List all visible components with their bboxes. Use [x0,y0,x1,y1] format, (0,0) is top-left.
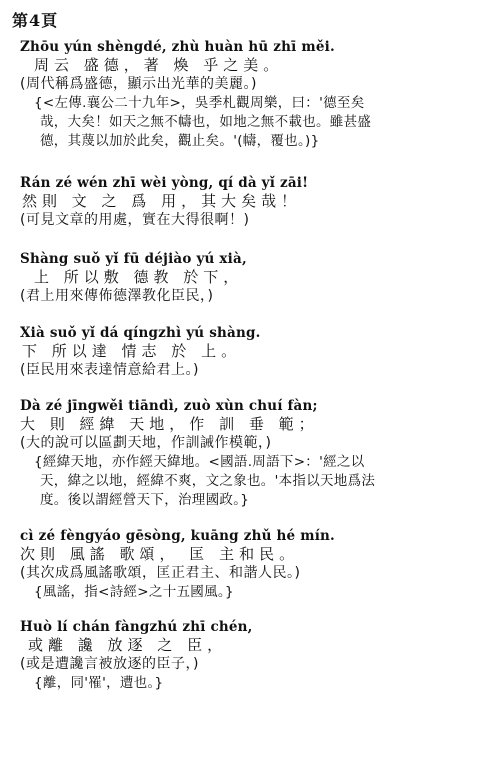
annotation-note [20,453,488,510]
annotation-note [20,583,488,602]
note-line: 哉，大矣！如天之無不幬也，如地之無不載也。雖甚盛 [40,114,372,130]
translation-line: (周代稱爲盛德，顯示出光華的美麗。) [20,76,257,92]
note-line: {風謠，指<詩經>之十五國風。} [34,584,234,600]
verse-section [20,38,490,151]
verse-section [20,324,490,380]
pinyin-line: cì zé fèngyáo gēsòng, kuāng zhǔ hé mín. [20,528,335,544]
pinyin-line: Dà zé jīngwěi tiāndì, zuò xùn chuí fàn; [20,398,318,414]
annotation-note [20,674,488,693]
translation-line: (或是遭讒言被放逐的臣子，) [20,656,199,672]
translation-line: (臣民用來表達情意給君上。) [20,362,199,378]
chinese-line: 然則 文 之 爲 用，其大矣哉！ [22,192,302,210]
note-line: {離，同'罹'，遭也。} [34,675,164,691]
verse-section [20,174,490,230]
translation-line: (可見文章的用處，實在大得很啊！) [20,212,250,228]
verse-section [20,618,490,693]
note-line: {<左傳.襄公二十九年>，吳季札觀周樂，曰：'德至矣 [34,95,365,111]
verse-section [20,250,490,306]
chinese-line: 或離 讒 放逐 之 臣， [28,636,228,654]
pinyin-line: Huò lí chán fàngzhú zhī chén, [20,619,253,635]
annotation-note [20,94,488,151]
note-line: 天，緯之以地，經緯不爽，文之象也。'本指以天地爲法 [40,473,376,489]
pinyin-line: Shàng suǒ yǐ fū déjiào yú xià, [20,251,247,267]
chinese-line: 次則 風謠 歌頌， 匡 主和民。 [20,545,300,563]
note-line: 度。後以謂經營天下，治理國政。} [40,492,250,508]
chinese-line: 上 所以敷 德教 於下， [34,268,244,286]
chinese-line: 下 所以達 情志 於 上。 [22,342,242,360]
page-number: 第4頁 [12,11,59,30]
chinese-line: 周云 盛德，著 煥 乎之美。 [34,56,284,74]
pinyin-line: Xià suǒ yǐ dá qíngzhì yú shàng. [20,325,261,341]
pinyin-line: Zhōu yún shèngdé, zhù huàn hū zhī měi. [20,39,335,55]
translation-line: (大的說可以區劃天地，作訓誡作模範，) [20,435,272,451]
translation-line: (其次成爲風謠歌頌，匡正君主、和諧人民。) [20,565,301,581]
verse-section [20,527,490,602]
verse-section [20,397,490,510]
note-line: {經緯天地，亦作經天緯地。<國語.周語下>：'經之以 [34,454,365,470]
pinyin-line: Rán zé wén zhī wèi yòng, qí dà yǐ zāi! [20,175,309,191]
translation-line: (君上用來傳佈德澤教化臣民，) [20,288,214,304]
chinese-line: 大 則 經緯 天地，作 訓 垂 範； [20,415,319,433]
note-line: 德，其蔑以加於此矣，觀止矣。'(幬，覆也。)} [40,133,320,149]
